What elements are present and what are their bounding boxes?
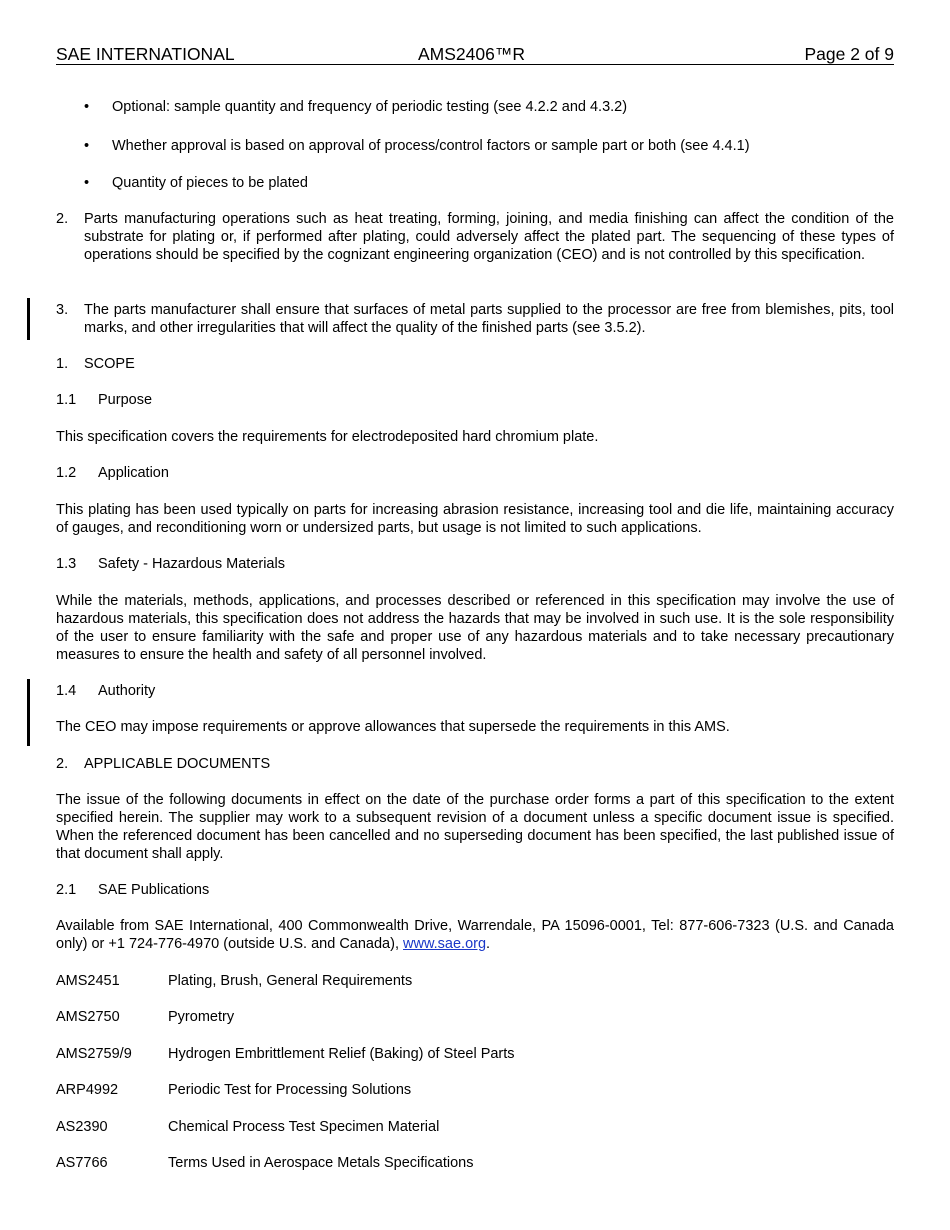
note-text: Parts manufacturing operations such as heat treating, forming, joining, and media finishing can affect the condition of the substrate for plating or, if performed after plating, could adversely affect the plated part. The sequencing of these types of operations should be specified by the cognizant engineering organization (CEO) and is not controlled by this specification.	[84, 211, 894, 263]
authority-text: The CEO may impose requirements or approve allowances that supersede the requirements in this AMS.	[56, 719, 730, 735]
purpose-text: This specification covers the requirements for electrodeposited hard chromium plate.	[56, 429, 599, 445]
bullet-icon: •	[84, 175, 90, 191]
section-heading-purpose: Purpose	[98, 392, 153, 408]
header-organization: SAE INTERNATIONAL	[56, 44, 235, 64]
section-number: 1.1	[56, 392, 77, 408]
applicable-documents-text: The issue of the following documents in effect on the date of the purchase order forms a part of this specification to the extent specified herein. The supplier may work to a subsequent revision of a document unless a specific document issue is specified. When the referenced document has been cancelled and no superseding document has been specified, the last published issue of that document shall apply.	[56, 792, 894, 862]
reference-title: Plating, Brush, General Requirements	[168, 973, 413, 989]
bullet-icon: •	[84, 138, 90, 154]
bullet-item: Optional: sample quantity and frequency of periodic testing (see 4.2.2 and 4.3.2)	[112, 99, 628, 115]
section-number: 2.	[56, 756, 69, 772]
bullet-icon: •	[84, 99, 90, 115]
reference-title: Hydrogen Embrittlement Relief (Baking) of Steel Parts	[168, 1046, 515, 1062]
reference-title: Terms Used in Aerospace Metals Specifications	[168, 1155, 474, 1171]
reference-title: Periodic Test for Processing Solutions	[168, 1082, 412, 1098]
bullet-item: Whether approval is based on approval of process/control factors or sample part or both (see 4.4.1)	[112, 138, 750, 154]
section-number: 1.	[56, 356, 69, 372]
section-number: 2.1	[56, 882, 77, 898]
section-number: 1.3	[56, 556, 77, 572]
note-number: 2.	[56, 211, 69, 227]
reference-code: AS2390	[56, 1119, 108, 1135]
note-text: The parts manufacturer shall ensure that surfaces of metal parts supplied to the processor are free from blemishes, pits, tool marks, and other irregularities that will affect the quality of the finished parts (see 3.5.2).	[84, 302, 894, 336]
page-header	[56, 44, 894, 65]
bullet-item: Quantity of pieces to be plated	[112, 175, 308, 191]
sae-address-text: Available from SAE International, 400 Commonwealth Drive, Warrendale, PA 15096-0001, Tel: 877-606-7323 (U.S. and Canada only) or +1 724-776-4970 (outside U.S. and Canada),	[56, 918, 894, 952]
sae-publications-text	[56, 917, 894, 953]
note-number: 3.	[56, 302, 69, 318]
reference-title: Chemical Process Test Specimen Material	[168, 1119, 440, 1135]
application-text: This plating has been used typically on parts for increasing abrasion resistance, increasing tool and die life, maintaining accuracy of gauges, and reconditioning worn or undersized parts, but usage is not limited to such applications.	[56, 502, 894, 536]
revision-change-bar	[27, 679, 30, 746]
reference-code: AMS2451	[56, 973, 120, 989]
section-heading-applicable-documents: APPLICABLE DOCUMENTS	[84, 756, 271, 772]
section-heading-application: Application	[98, 465, 169, 481]
sae-website-link[interactable]: www.sae.org	[403, 936, 487, 952]
reference-title: Pyrometry	[168, 1009, 235, 1025]
header-page-number: Page 2 of 9	[804, 44, 894, 64]
sae-text-suffix: .	[486, 936, 491, 952]
section-heading-sae-publications: SAE Publications	[98, 882, 210, 898]
safety-text: While the materials, methods, applications, and processes described or referenced in this specification may involve the use of hazardous materials, this specification does not address the hazards that may be involved in such use. It is the sole responsibility of the user to ensure familiarity with the safe and proper use of any hazardous materials and to take necessary precautionary measures to ensure the health and safety of all personnel involved.	[56, 593, 894, 663]
section-heading-scope: SCOPE	[84, 356, 135, 372]
reference-code: AMS2759/9	[56, 1046, 132, 1062]
section-heading-authority: Authority	[98, 683, 156, 699]
reference-code: AMS2750	[56, 1009, 120, 1025]
revision-change-bar	[27, 298, 30, 340]
section-number: 1.4	[56, 683, 77, 699]
section-heading-safety: Safety - Hazardous Materials	[98, 556, 285, 572]
section-number: 1.2	[56, 465, 77, 481]
header-document-id: AMS2406™R	[418, 44, 525, 64]
reference-code: ARP4992	[56, 1082, 119, 1098]
reference-code: AS7766	[56, 1155, 108, 1171]
